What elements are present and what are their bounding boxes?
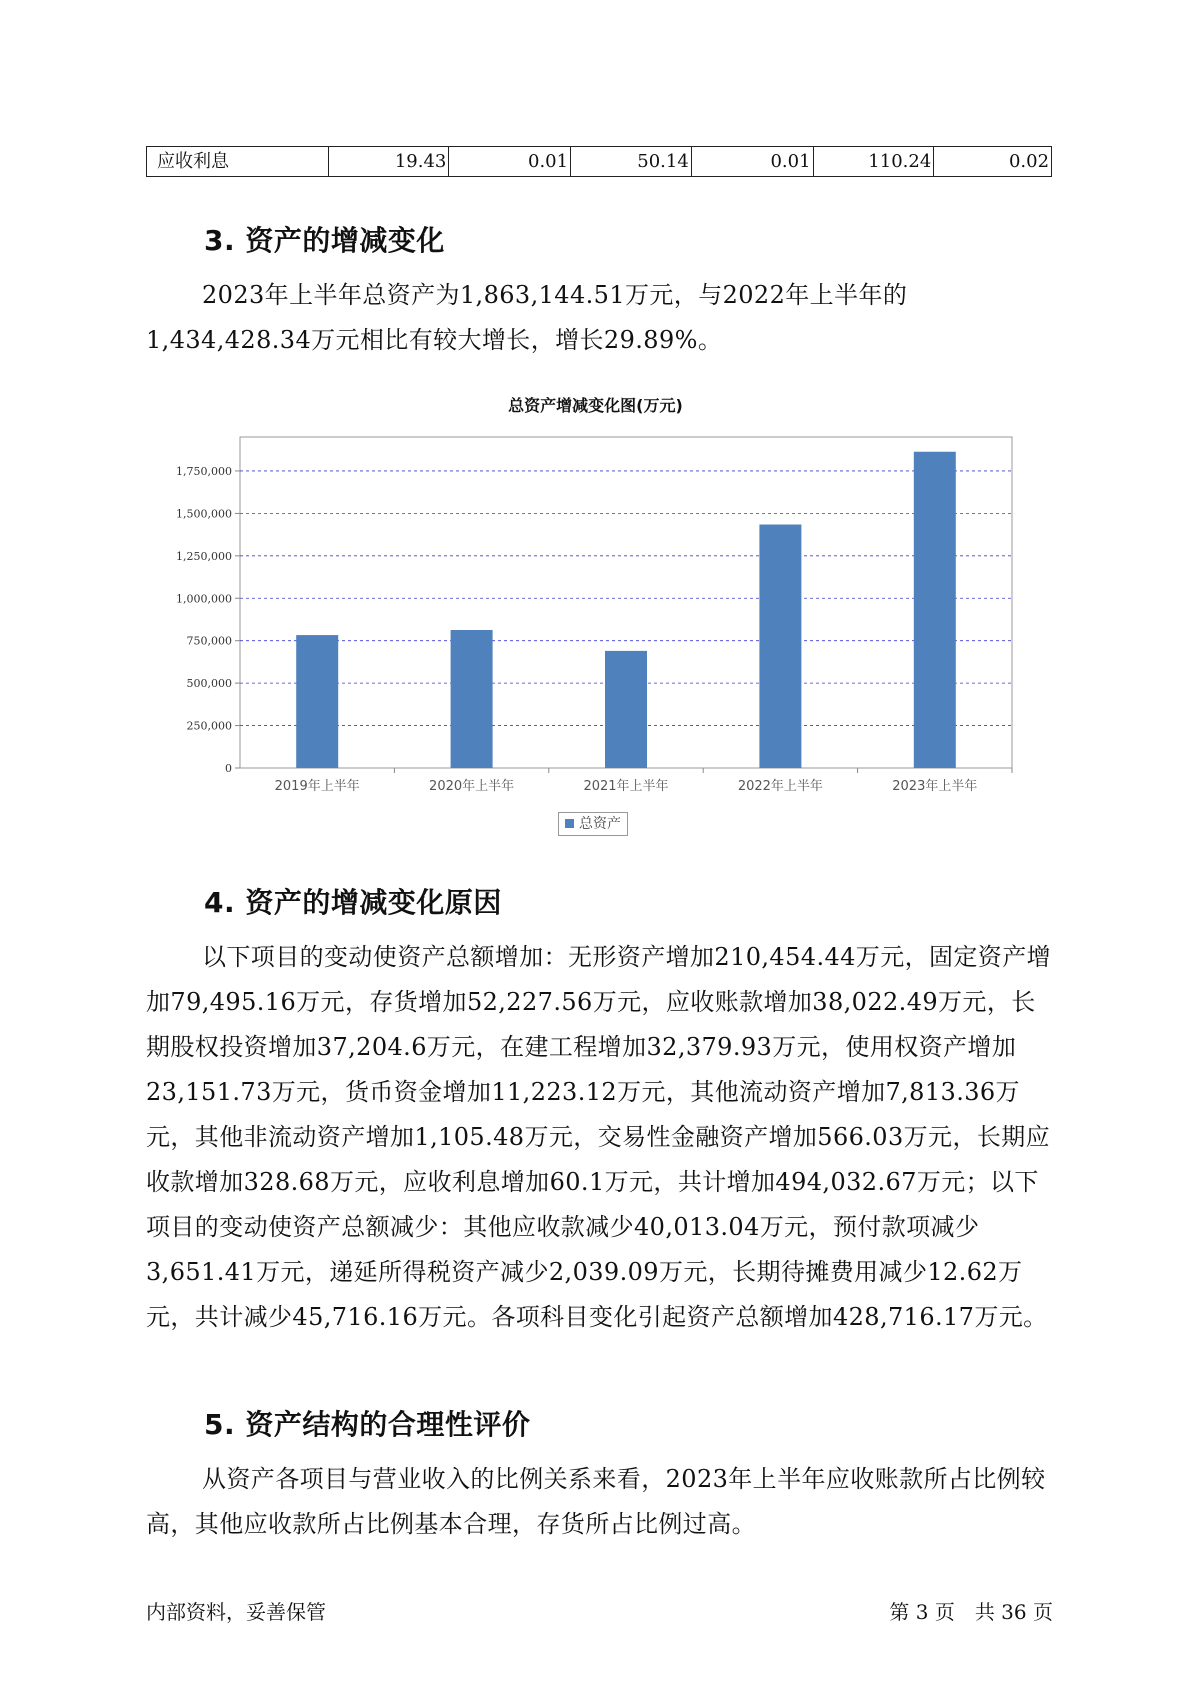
chart-title: 总资产增减变化图(万元) xyxy=(508,396,683,415)
footer-note: 内部资料，妥善保管 xyxy=(146,1600,326,1624)
section-paragraph xyxy=(146,935,1054,1340)
y-tick-label: 1,250,000 xyxy=(176,549,232,563)
paragraph-text: 从资产各项目与营业收入的比例关系来看，2023年上半年应收账款所占比例较高，其他应收款所占比例基本合理，存货所占比例过高。 xyxy=(146,1465,1046,1538)
x-tick-label: 2021年上半年 xyxy=(583,779,669,794)
section-heading: 4. 资产的增减变化原因 xyxy=(204,886,502,919)
table-cell-label: 应收利息 xyxy=(157,151,229,172)
table-cell: 110.24 xyxy=(813,147,934,176)
section-paragraph xyxy=(146,1457,1054,1547)
legend-label: 总资产 xyxy=(579,816,621,832)
table-cell: 50.14 xyxy=(570,147,691,176)
bar-chart xyxy=(160,425,1040,805)
table-row xyxy=(146,146,1052,177)
bar xyxy=(605,651,647,768)
y-tick-label: 1,750,000 xyxy=(176,464,232,478)
bar xyxy=(296,635,338,768)
y-tick-label: 750,000 xyxy=(186,634,232,648)
x-tick-label: 2022年上半年 xyxy=(737,779,823,794)
table-cell: 19.43 xyxy=(328,147,449,176)
table-cell: 0.01 xyxy=(691,147,813,176)
table-cell: 0.01 xyxy=(448,147,570,176)
legend-swatch xyxy=(565,819,574,828)
paragraph-text: 以下项目的变动使资产总额增加：无形资产增加210,454.44万元，固定资产增加79,495.16万元，存货增加52,227.56万元，应收账款增加38,022.49万元，长期股权投资增加37,204.6万元，在建工程增加32,379.93万元，使用权资产增加23,151.73万元，货币资金增加11,223.12万元，其他流动资产增加7,813.36万元，其他非流动资产增加1,105.48万元，交易性金融资产增加566.03万元，长期应收款增加328.68万元，应收利息增加60.1万元，共计增加494,032.67万元；以下项目的变动使资产总额减少：其他应收款减少40,013.04万元，预付款项减少3,651.41万元，递延所得税资产减少2,039.09万元，长期待摊费用减少12.62万元，共计减少45,716.16万元。各项科目变化引起资产总额增加428,716.17万元。 xyxy=(146,943,1052,1331)
bar xyxy=(451,630,493,768)
chart-legend xyxy=(558,812,628,836)
page-number: 第 3 页 共 36 页 xyxy=(889,1600,1053,1624)
y-tick-label: 1,500,000 xyxy=(176,507,232,521)
y-tick-label: 250,000 xyxy=(186,719,232,733)
section-paragraph xyxy=(146,273,1054,363)
y-tick-label: 500,000 xyxy=(186,677,232,691)
x-tick-label: 2020年上半年 xyxy=(429,779,515,794)
section-heading: 3. 资产的增减变化 xyxy=(204,224,445,257)
bar xyxy=(914,452,956,768)
paragraph-text: 2023年上半年总资产为1,863,144.51万元，与2022年上半年的1,434,428.34万元相比有较大增长，增长29.89%。 xyxy=(146,281,908,354)
y-tick-label: 0 xyxy=(225,762,232,775)
bar xyxy=(759,525,801,768)
x-tick-label: 2023年上半年 xyxy=(892,779,978,794)
table-cell: 0.02 xyxy=(933,147,1051,176)
section-heading: 5. 资产结构的合理性评价 xyxy=(204,1408,531,1441)
x-tick-label: 2019年上半年 xyxy=(274,779,360,794)
y-tick-label: 1,000,000 xyxy=(176,592,232,606)
